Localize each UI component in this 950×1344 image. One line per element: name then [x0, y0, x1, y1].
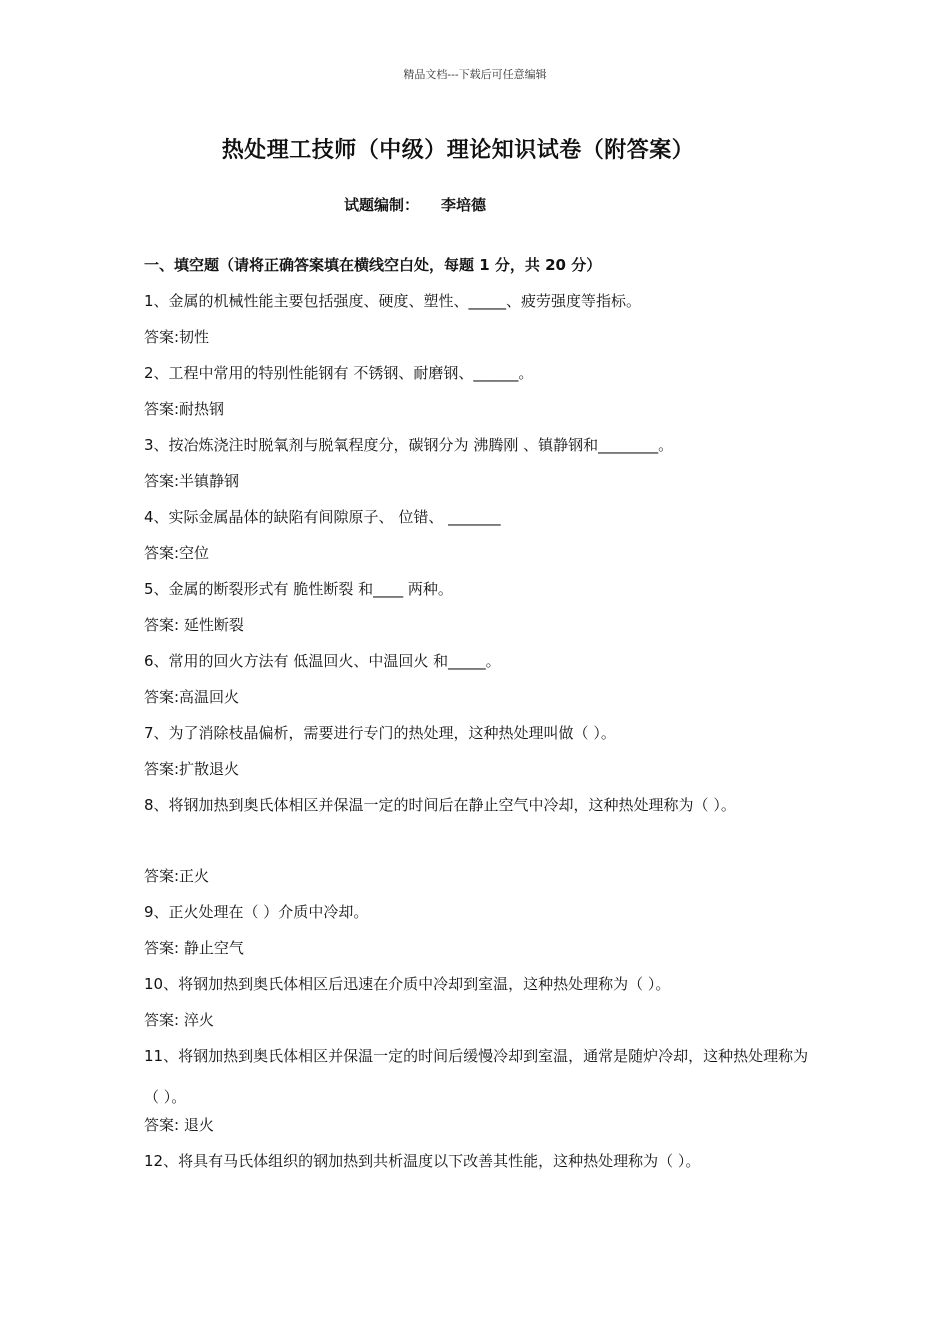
- question-2: 2、工程中常用的特别性能钢有 不锈钢、耐磨钢、______。: [144, 364, 534, 382]
- question-12: 12、将具有马氏体组织的钢加热到共析温度以下改善其性能，这种热处理称为（ ）。: [144, 1152, 701, 1170]
- question-8: 8、将钢加热到奥氏体相区并保温一定的时间后在静止空气中冷却，这种热处理称为（ ）。: [144, 796, 736, 814]
- author-name: 李培德: [441, 196, 487, 214]
- question-11: 11、将钢加热到奥氏体相区并保温一定的时间后缓慢冷却到室温，通常是随炉冷却，这种热处理称为（ ）。: [144, 1047, 809, 1106]
- question-9: 9、正火处理在（ ）介质中冷却。: [144, 903, 369, 921]
- answer-8: 答案:正火: [144, 867, 210, 885]
- question-4: 4、实际金属晶体的缺陷有间隙原子、 位错、 _______: [144, 508, 501, 526]
- question-7: 7、为了消除枝晶偏析，需要进行专门的热处理，这种热处理叫做（ ）。: [144, 724, 616, 742]
- author-line: [344, 194, 486, 215]
- answer-4: 答案:空位: [144, 544, 210, 562]
- answer-2: 答案:耐热钢: [144, 400, 225, 418]
- question-1: 1、金属的机械性能主要包括强度、硬度、塑性、_____、疲劳强度等指标。: [144, 292, 642, 310]
- question-5: 5、金属的断裂形式有 脆性断裂 和____ 两种。: [144, 580, 453, 598]
- question-6: 6、常用的回火方法有 低温回火、中温回火 和_____。: [144, 652, 501, 670]
- section-heading: 一、填空题（请将正确答案填在横线空白处，每题 1 分，共 20 分）: [144, 256, 602, 274]
- answer-5: 答案: 延性断裂: [144, 616, 244, 634]
- answer-1: 答案:韧性: [144, 328, 210, 346]
- answer-11: 答案: 退火: [144, 1116, 214, 1134]
- document-title: 热处理工技师（中级）理论知识试卷（附答案）: [221, 138, 695, 163]
- exam-content: [144, 253, 816, 1185]
- answer-7: 答案:扩散退火: [144, 760, 240, 778]
- answer-6: 答案:高温回火: [144, 688, 240, 706]
- answer-9: 答案: 静止空气: [144, 939, 244, 957]
- answer-10: 答案: 淬火: [144, 1011, 214, 1029]
- page-header-note: 精品文档---下载后可任意编辑: [403, 68, 547, 81]
- author-label: 试题编制：: [344, 196, 420, 214]
- question-3: 3、按冶炼浇注时脱氧剂与脱氧程度分，碳钢分为 沸腾刚 、镇静钢和________。: [144, 436, 674, 454]
- answer-3: 答案:半镇静钢: [144, 472, 240, 490]
- question-10: 10、将钢加热到奥氏体相区后迅速在介质中冷却到室温，这种热处理称为（ ）。: [144, 975, 671, 993]
